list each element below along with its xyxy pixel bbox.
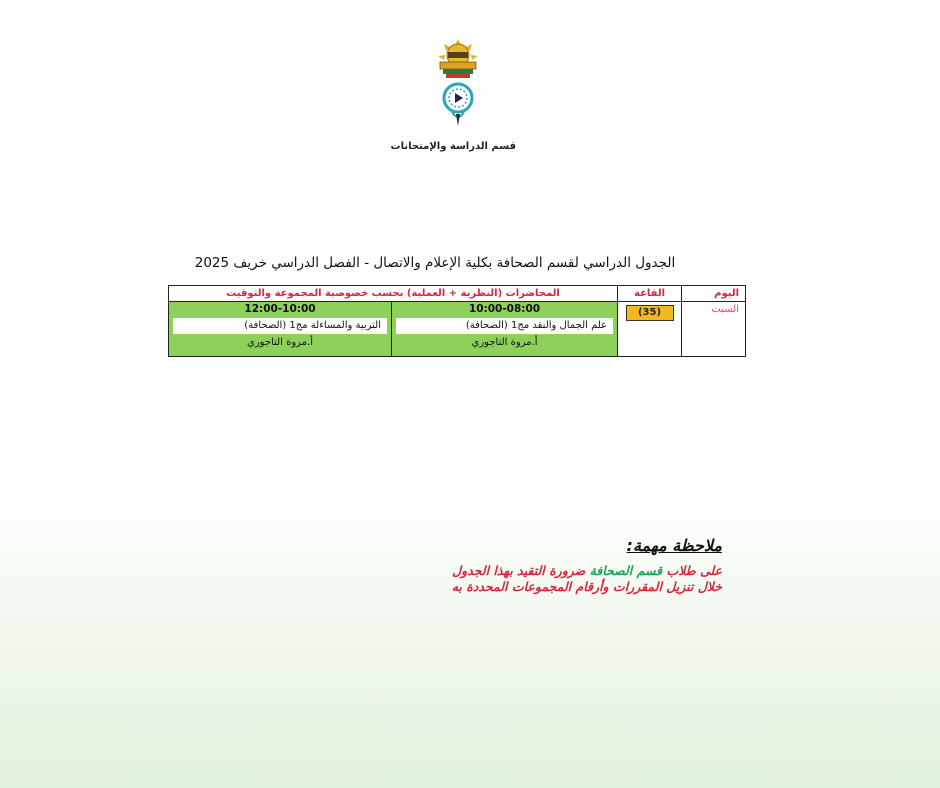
note-line-1 xyxy=(360,563,722,579)
schedule-table xyxy=(168,285,746,357)
slot-course: التربية والمساءلة مج1 (الصحافة) xyxy=(173,318,387,334)
note-line-2: خلال تنزيل المقررات وأرقام المجموعات المحددة به xyxy=(451,579,722,594)
column-header-lectures: المحاضرات (النظرية + العملية) بحسب خصوصية المجموعة والتوقيت xyxy=(169,286,618,302)
slot-instructor: أ.مروة التاجوري xyxy=(247,337,313,348)
document-title: الجدول الدراسي لقسم الصحافة بكلية الإعلام والاتصال - الفصل الدراسي خريف 2025 xyxy=(194,255,676,271)
media-college-logo-icon xyxy=(441,82,475,128)
university-emblem-icon xyxy=(436,38,480,80)
table-row xyxy=(169,302,746,357)
note-highlight: قسم الصحافة xyxy=(589,563,663,578)
slot-course: علم الجمال والنقد مج1 (الصحافة) xyxy=(396,318,613,334)
slot-time: 12:00-10:00 xyxy=(244,303,316,315)
day-cell: السبت xyxy=(682,302,746,357)
important-note xyxy=(360,536,722,595)
room-badge: (35) xyxy=(626,305,674,321)
room-cell xyxy=(618,302,682,357)
column-header-day: اليوم xyxy=(682,286,746,302)
note-text: ضرورة التقيد بهذا الجدول xyxy=(452,563,586,578)
note-text: على طلاب xyxy=(666,563,722,578)
slot-time: 10:00-08:00 xyxy=(468,303,541,315)
column-header-room: القاعة xyxy=(618,286,682,302)
note-title: ملاحظة مهمة: xyxy=(626,536,722,555)
table-header-row xyxy=(169,286,746,302)
slot-instructor: أ.مروة التاجوري xyxy=(471,337,538,348)
lecture-slot-2 xyxy=(169,302,392,357)
lecture-slot-1 xyxy=(392,302,618,357)
department-name: قسم الدراسة والإمتحانات xyxy=(390,141,516,152)
